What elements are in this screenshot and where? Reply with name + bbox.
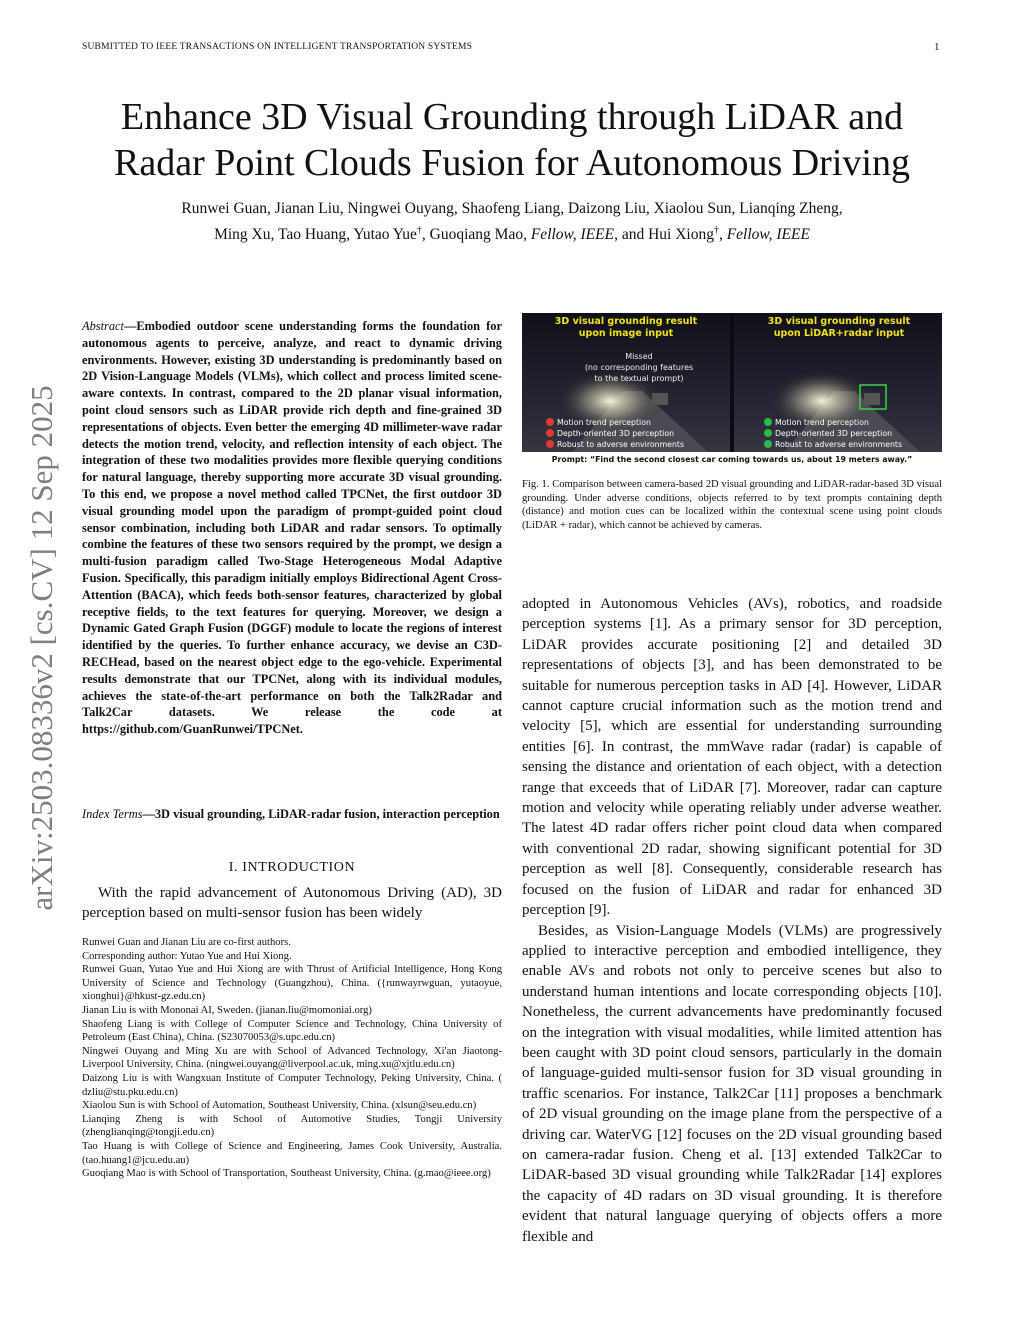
footnote: Daizong Liu is with Wangxuan Institute of Computer Technology, Peking University, China. ( dzliu@stu.pku.edu.cn) xyxy=(82,1072,502,1098)
figure-1-image xyxy=(522,313,942,465)
intro-paragraph: adopted in Autonomous Vehicles (AVs), robotics, and roadside perception systems [1]. As a primary sensor for 3D perception, LiDAR provides accurate positioning [2] and detailed 3D representations of objects [3], and has been demonstrated to be suitable for numerous perception tasks in AD [4]. However, LiDAR cannot capture crucial information such as the motion trend and velocity [5], which are essential for understanding surrounding entities [6]. In contrast, the mmWave radar (radar) is capable of sensing the distance and orientation of each object, with a detection range that exceeds that of LiDAR [7]. Moreover, radar can capture motion and velocity while operating reliably under adverse weather. The latest 4D radar offers richer point cloud data when compared with conventional 2D radar, showing significant potential for 3D perception as well [8]. Consequently, considerable research has focused on the fusion of LiDAR and radar for enhanced 3D perception [9]. xyxy=(522,596,942,919)
check-icon xyxy=(764,418,772,426)
arxiv-stamp: arXiv:2503.08336v2 [cs.CV] 12 Sep 2025 xyxy=(24,385,59,911)
footnote: Shaofeng Liang is with College of Computer Science and Technology, China University of Petroleum (East China), China. (S23070053@s.upc.edu.cn) xyxy=(82,1018,502,1044)
right-item-2: Depth-oriented 3D perception xyxy=(775,429,893,438)
footnote: Runwei Guan, Yutao Yue and Hui Xiong are with Thrust of Artificial Intelligence, Hong Kong University of Science and Technology (Guangzhou), China. ({runwayrwguan, yutaoyue, xionghui}@hkust-gz.edu.cn) xyxy=(82,964,502,1003)
footnote: Tao Huang is with College of Science and Engineering, James Cook University, Australia. (tao.huang1@jcu.edu.au) xyxy=(82,1140,502,1166)
footnote: Guoqiang Mao is with School of Transportation, Southeast University, China. (g.mao@ieee.org) xyxy=(82,1168,491,1180)
authors-seg-4: , xyxy=(718,226,727,244)
dagger-mark: † xyxy=(416,225,422,236)
intro-paragraph: Besides, as Vision-Language Models (VLMs) are progressively applied to interactive perception and embodied intelligence, they enable AVs and robots not only to perceive scenes but also to understand human intentions and locate corresponding objects [10]. Nonetheless, the current advancements have predominantly focused on the integration with visual modalities, while limited attention has been caught with 3D point cloud sensors, particularly in the domain of language-guided multi-sensor fusion for 3D visual grounding in traffic scenarios. For instance, Talk2Car [11] proposes a benchmark of 2D visual grounding on the image plane from the perspective of a driving car. WaterVG [12] focuses on the 2D visual grounding based on camera-radar fusion. Cheng et al. [13] extended Talk2Car to LiDAR-based 3D visual grounding while Talk2Radar [14] explores the capacity of 4D radars on 3D visual grounding. It is therefore evident that natural language querying of objects offers a more flexible and xyxy=(522,922,942,1245)
check-icon xyxy=(764,429,772,437)
bad-icon xyxy=(546,418,554,426)
left-item-2: Depth-oriented 3D perception xyxy=(557,429,675,438)
left-car xyxy=(652,393,668,405)
author-list xyxy=(80,198,944,246)
left-panel-title-1: 3D visual grounding result xyxy=(554,316,698,327)
figure-1 xyxy=(522,313,942,465)
footnotes xyxy=(82,936,502,1181)
right-panel-title-2: upon LiDAR+radar input xyxy=(773,328,905,339)
intro-left-column xyxy=(82,883,502,924)
missed-label-1: Missed xyxy=(625,352,653,361)
authors-seg-1: Ming Xu, Tao Huang, Yutao Yue xyxy=(214,226,417,244)
index-terms-label: Index Terms xyxy=(82,807,143,821)
abstract-label: Abstract xyxy=(82,319,124,333)
authors-seg-3: , and Hui Xiong xyxy=(614,226,714,244)
left-panel-title-2: upon image input xyxy=(578,328,674,339)
bad-icon xyxy=(546,440,554,448)
footnote: Lianqing Zheng is with School of Automotive Studies, Tongji University (zhenglianqing@tongji.edu.cn) xyxy=(82,1113,502,1139)
footnote: Runwei Guan and Jianan Liu are co-first authors. xyxy=(82,937,291,948)
abstract-text: —Embodied outdoor scene understanding forms the foundation for autonomous agents to perceive, analyze, and react to dynamic driving environments. However, existing 3D understanding is predominantly based on 2D Vision-Language Models (VLMs), which collect and process limited scene-aware contexts. In contrast, compared to the 2D planar visual information, point cloud sensors such as LiDAR provide rich depth and fine-grained 3D representations of objects. Even better the emerging 4D millimeter-wave radar detects the motion trend, velocity, and reflection intensity of each object. The integration of these two modalities provides more flexible querying conditions for natural language, thereby supporting more accurate 3D visual grounding. To this end, we propose a novel method called TPCNet, the first outdoor 3D visual grounding model upon the paradigm of prompt-guided point cloud sensor combination, including both LiDAR and radar sensors. To optimally combine the features of these two sensors required by the prompt, we design a multi-fusion paradigm called Two-Stage Heterogeneous Modal Adaptive Fusion. Specifically, this paradigm initially employs Bidirectional Agent Cross-Attention (BACA), which feeds both-sensor features, characterized by global receptive fields, to the text features for querying. Moreover, we design a Dynamic Gated Graph Fusion (DGGF) module to locate the regions of interest identified by the queries. To further enhance accuracy, we devise an C3D-RECHead, based on the nearest object edge to the ego-vehicle. Experimental results demonstrate that our TPCNet, along with its individual modules, achieves the state-of-the-art performance on both the Talk2Radar and Talk2Car datasets. We release the code at https://github.com/GuanRunwei/TPCNet. xyxy=(82,319,502,737)
authors-seg-2: , Guoqiang Mao, xyxy=(421,226,531,244)
left-item-1: Motion trend perception xyxy=(557,418,651,427)
authors-line-2 xyxy=(80,220,944,246)
fellow-mark: Fellow, IEEE xyxy=(530,226,615,244)
section-heading: I. INTRODUCTION xyxy=(228,860,356,875)
figure-caption: Fig. 1. Comparison between camera-based 2D visual grounding and LiDAR-radar-based 3D visual grounding. Under adverse conditions, objects referred to by text prompts containing depth (distance) and motion cues can be localized within the contextual scene using point clouds (LiDAR + radar), which cannot be achieved by cameras. xyxy=(522,479,942,531)
left-item-3: Robust to adverse environments xyxy=(557,440,685,449)
paper-title xyxy=(60,94,964,186)
missed-label-2: (no corresponding features xyxy=(584,363,694,372)
index-terms xyxy=(82,806,502,823)
dagger-mark: † xyxy=(713,225,719,236)
right-panel-title-1: 3D visual grounding result xyxy=(767,316,911,327)
intro-paragraph: With the rapid advancement of Autonomous Driving (AD), 3D perception based on multi-sensor fusion has been widely xyxy=(82,885,502,922)
right-item-1: Motion trend perception xyxy=(775,418,869,427)
figure-prompt: Prompt: “Find the second closest car coming towards us, about 19 meters away.” xyxy=(551,455,913,464)
fellow-mark: Fellow, IEEE xyxy=(726,226,810,244)
page-number: 1 xyxy=(934,41,940,53)
abstract xyxy=(82,318,502,738)
right-item-3: Robust to adverse environments xyxy=(775,440,903,449)
check-icon xyxy=(764,440,772,448)
index-terms-text: —3D visual grounding, LiDAR-radar fusion, interaction perception xyxy=(142,807,500,821)
footnote: Jianan Liu is with Mononai AI, Sweden. (jianan.liu@momoniai.org) xyxy=(82,1004,372,1016)
footnote: Corresponding author: Yutao Yue and Hui Xiong. xyxy=(82,950,292,962)
missed-label-3: to the textual prompt) xyxy=(594,374,684,383)
title-line-1: Enhance 3D Visual Grounding through LiDAR and xyxy=(120,96,904,138)
footnote: Xiaolou Sun is with School of Automation, Southeast University, China. (xlsun@seu.edu.cn) xyxy=(82,1100,477,1112)
authors-line-1: Runwei Guan, Jianan Liu, Ningwei Ouyang, Shaofeng Liang, Daizong Liu, Xiaolou Sun, Lianqing Zheng, xyxy=(181,200,843,217)
footnote: Ningwei Ouyang and Ming Xu are with School of Advanced Technology, Xi'an Jiaotong-Liverpool University, China. (ningwei.ouyang@liverpool.ac.uk, ming.xu@xjtlu.edu.cn) xyxy=(82,1045,502,1071)
right-car xyxy=(864,393,880,405)
intro-right-column xyxy=(522,594,942,1247)
running-header: SUBMITTED TO IEEE TRANSACTIONS ON INTELLIGENT TRANSPORTATION SYSTEMS xyxy=(82,42,473,52)
title-line-2: Radar Point Clouds Fusion for Autonomous Driving xyxy=(114,142,910,184)
bad-icon xyxy=(546,429,554,437)
